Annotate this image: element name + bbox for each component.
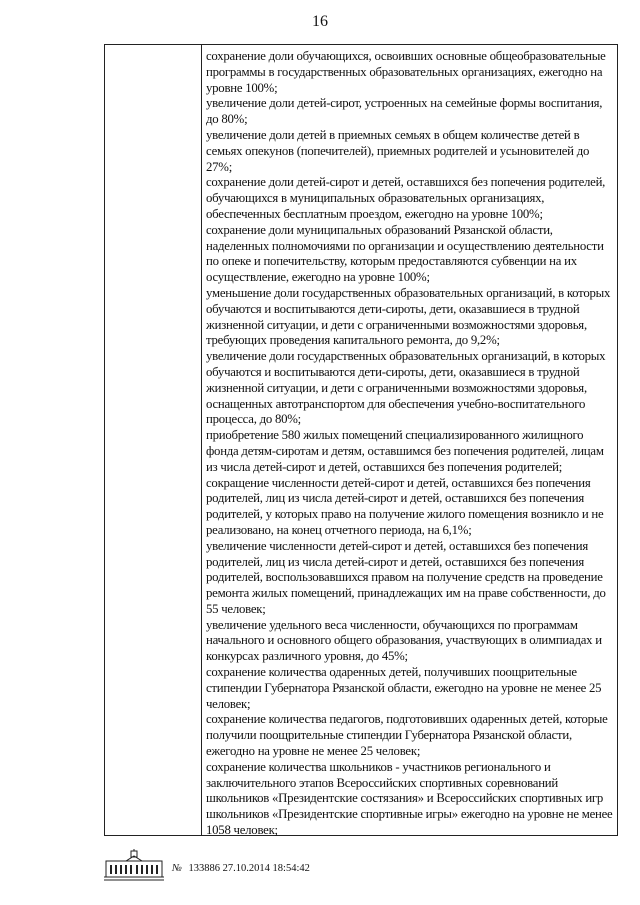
objective-item: сохранение доли обучающихся, освоивших основные общеобразовательные программы в государственных образовательных организациях, ежегодно на уровне 100%; [206, 49, 606, 95]
objective-item: сохранение доли муниципальных образований Рязанской области, наделенных полномочиями по организации и осуществлению деятельности по опеке и попечительству, которым предоставляются субвенции на их осуществление, ежегодно на уровне 100%; [206, 222, 604, 285]
government-building-icon [102, 849, 166, 885]
objective-item: сохранение доли детей-сирот и детей, оставшихся без попечения родителей, обучающихся в муниципальных образовательных организациях, обеспеченных бесплатным проездом, ежегодно на уровне 100%; [206, 175, 606, 221]
registration-stamp [102, 849, 502, 889]
objective-item: сохранение количества школьников - участников регионального и заключительного этапов Всероссийских спортивных соревнований школьников «Президентские состязания» и Всероссийских спортивных игр школьников «Президентские спортивные игры» ежегодно на уровне не менее 1058 человек; [206, 759, 613, 838]
objective-item: сохранение количества педагогов, подготовивших одаренных детей, которые получили поощрительные стипендии Губернатора Рязанской области, ежегодно на уровне не менее 25 человек; [206, 712, 608, 759]
document-number: 133886 [188, 863, 221, 874]
column-divider [201, 45, 202, 835]
number-sign: № [172, 863, 182, 874]
objective-item: приобретение 580 жилых помещений специализированного жилищного фонда детям-сиротам и детям, оставшимся без попечения родителей, лицам из числа детей-сирот и детей, оставшихся без попечения родителей; [206, 428, 604, 474]
objective-item: увеличение удельного веса численности, обучающихся по программам начального и основного общего образования, участвующих в олимпиадах и конкурсах различного уровня, до 45%; [206, 617, 602, 664]
objective-item: увеличение доли государственных образовательных организаций, в которых обучаются и воспитываются дети-сироты, дети, оказавшиеся в трудной жизненной ситуации, и дети с ограниченными возможностями здоровья, оснащенных автотранспортом для обеспечения учебно-воспитательного процесса, до 80%; [206, 349, 606, 427]
document-datetime: 27.10.2014 18:54:42 [222, 863, 310, 874]
objective-item: уменьшение доли государственных образовательных организаций, в которых обучаются и воспитываются дети-сироты, дети, оказавшиеся в трудной жизненной ситуации, и дети с ограниченными возможностями здоровья, требующих проведения капитального ремонта, до 9,2%; [206, 285, 611, 348]
objective-item: увеличение доли детей в приемных семьях в общем количестве детей в семьях опекунов (попечителей), приемных родителей и усыновителей до 27%; [206, 127, 590, 174]
page-number: 16 [312, 13, 328, 30]
objective-item: сокращение численности детей-сирот и детей, оставшихся без попечения родителей, лиц из числа детей-сирот и детей, оставшихся без попечения родителей, у которых право на получение жилого помещения возникло и не реализовано, на конец отчетного периода, на 6,1%; [206, 475, 604, 537]
objective-item: увеличение численности детей-сирот и детей, оставшихся без попечения родителей, лиц из числа детей-сирот и детей, оставшихся без попечения родителей, воспользовавшихся правом на получение средств на проведение ремонта жилых помещений, принадлежащих им на праве собственности, до 55 человек; [206, 538, 606, 616]
objective-item: увеличение доли детей-сирот, устроенных на семейные формы воспитания, до 80%; [206, 96, 603, 127]
document-table [104, 44, 618, 836]
objectives-cell [206, 49, 614, 839]
registration-info [172, 863, 310, 875]
objective-item: сохранение количества одаренных детей, получивших поощрительные стипендии Губернатора Рязанской области, ежегодно на уровне не менее 25 человек; [206, 665, 602, 711]
